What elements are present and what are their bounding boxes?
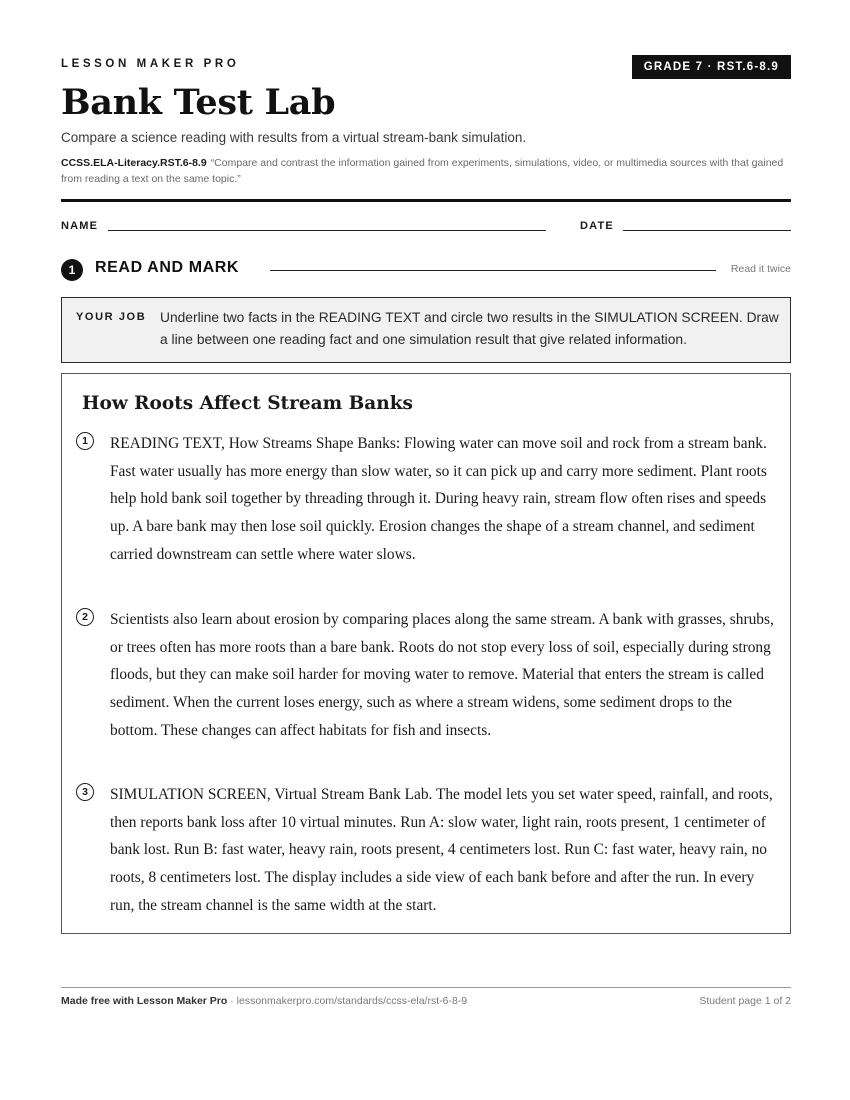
footer-credit <box>61 995 467 1007</box>
section-title: READ AND MARK <box>95 259 240 276</box>
your-job-instructions: Underline two facts in the READING TEXT and circle two results in the SIMULATION SCREEN. Draw a line between one reading fact and one simulation result that give related information. <box>160 310 779 347</box>
footer-url[interactable]: · lessonmakerpro.com/standards/ccss-ela/rst-6-8-9 <box>227 995 468 1007</box>
paragraph-text[interactable]: SIMULATION SCREEN, Virtual Stream Bank Lab. The model lets you set water speed, rainfall, and roots, then reports bank loss after 10 virtual minutes. Run A: slow water, light rain, roots present, 1 centimeter of bank lost. Run B: fast water, heavy rain, roots present, 4 centimeters lost. Run C: fast water, heavy rain, no roots, 8 centimeters lost. The display includes a side view of each bank before and after the run. In every run, the stream channel is the same width at the start. <box>110 786 773 914</box>
name-field[interactable] <box>108 230 546 231</box>
section-divider <box>270 270 716 271</box>
name-label: NAME <box>61 220 99 232</box>
reading-passage-box <box>61 373 791 934</box>
paragraph-text[interactable]: READING TEXT, How Streams Shape Banks: Flowing water can move soil and rock from a stream bank. Fast water usually has more energy than slow water, so it can pick up and carry more sediment. Plant roots help hold bank soil together by threading through it. During heavy rain, stream flow often rises and speeds up. A bare bank may then lose soil quickly. Erosion changes the shape of a stream channel, and sediment carried downstream can settle where water slows. <box>110 435 767 563</box>
your-job-label: YOUR JOB <box>76 311 147 323</box>
footer-page-number: Student page 1 of 2 <box>699 995 791 1007</box>
standard-statement <box>61 155 791 187</box>
brand-name: LESSON MAKER PRO <box>61 58 240 70</box>
standard-text: “Compare and contrast the information gained from experiments, simulations, video, or multimedia sources with that gained from reading a text on the same topic.” <box>61 157 784 185</box>
paragraph-text[interactable]: Scientists also learn about erosion by comparing places along the same stream. A bank with grasses, shrubs, or trees often has more roots than a bare bank. Roots do not stop every loss of soil, especially during strong floods, but they can make soil harder for moving water to remove. Material that enters the stream is called sediment. When the current loses energy, such as where a stream widens, some sediment drops to the bottom. These changes can affect habitats for fish and insects. <box>110 611 774 739</box>
your-job-box <box>61 297 791 363</box>
footer-made-with: Made free with Lesson Maker Pro <box>61 995 228 1007</box>
paragraph-number: 2 <box>76 608 94 626</box>
paragraph-number: 3 <box>76 783 94 801</box>
section-number-badge: 1 <box>61 259 83 281</box>
date-field[interactable] <box>623 230 791 231</box>
worksheet-page <box>61 0 791 1100</box>
date-label: DATE <box>580 220 614 232</box>
footer-divider <box>61 987 791 988</box>
paragraph-number: 1 <box>76 432 94 450</box>
grade-badge: GRADE 7 · RST.6-8.9 <box>632 55 791 79</box>
standard-code: CCSS.ELA-Literacy.RST.6-8.9 <box>61 157 207 169</box>
section-note: Read it twice <box>730 263 791 275</box>
reading-title: How Roots Affect Stream Banks <box>82 393 413 414</box>
header-divider <box>61 199 791 202</box>
page-title: Bank Test Lab <box>61 82 336 123</box>
page-subtitle: Compare a science reading with results from a virtual stream-bank simulation. <box>61 130 527 145</box>
